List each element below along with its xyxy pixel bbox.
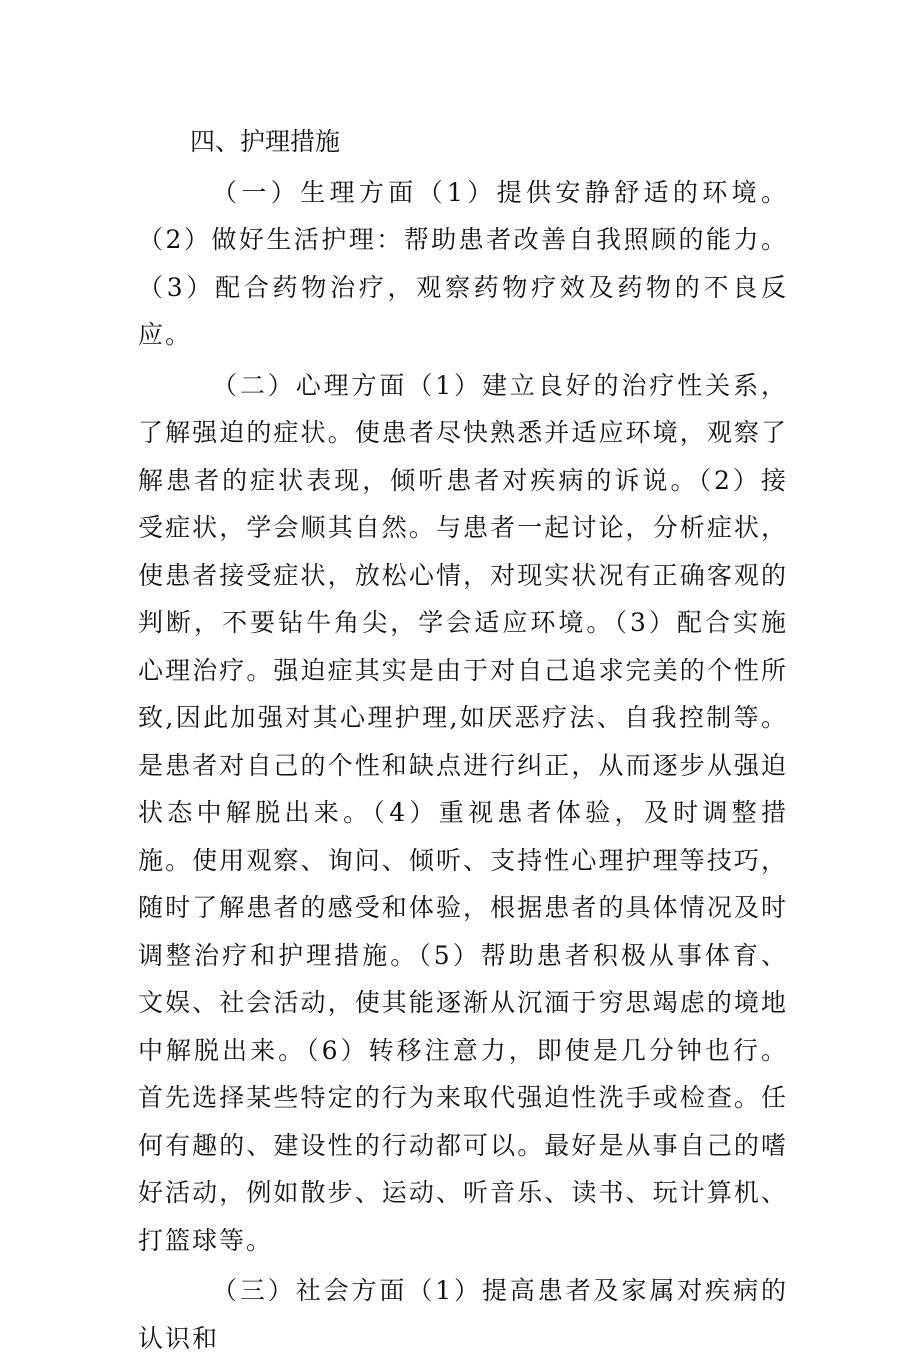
paragraph-psychological: （二）心理方面（1）建立良好的治疗性关系，了解强迫的症状。使患者尽快熟悉并适应环境，观察了解患者的症状表现，倾听患者对疾病的诉说。（2）接受症状，学会顺其自然。与患者一起讨论，分析症状，使患者接受症状，放松心情，对现实状况有正确客观的判断，不要钻牛角尖，学会适应环境。（3）配合实施心理治疗。强迫症其实是由于对自己追求完美的个性所致,因此加强对其心理护理,如厌恶疗法、自我控制等。是患者对自己的个性和缺点进行纠正，从而逐步从强迫状态中解脱出来。（4）重视患者体验，及时调整措施。使用观察、询问、倾听、支持性心理护理等技巧，随时了解患者的感受和体验，根据患者的具体情况及时调整治疗和护理措施。（5）帮助患者积极从事体育、文娱、社会活动，使其能逐渐从沉湎于穷思竭虑的境地中解脱出来。（6）转移注意力，即使是几分钟也行。首先选择某些特定的行为来取代强迫性洗手或检查。任何有趣的、建设性的行动都可以。最好是从事自己的嗜好活动，例如散步、运动、听音乐、读书、玩计算机、打篮球等。 [138,370,788,1255]
section-heading: 四、护理措施 [190,127,341,156]
document-page [138,118,788,1362]
paragraph-social: （三）社会方面（1）提高患者及家属对疾病的认识和 [138,1276,788,1353]
paragraph-physiological: （一）生理方面（1）提供安静舒适的环境。（2）做好生活护理：帮助患者改善自我照顾的能力。（3）配合药物治疗，观察药物疗效及药物的不良反应。 [138,177,788,349]
